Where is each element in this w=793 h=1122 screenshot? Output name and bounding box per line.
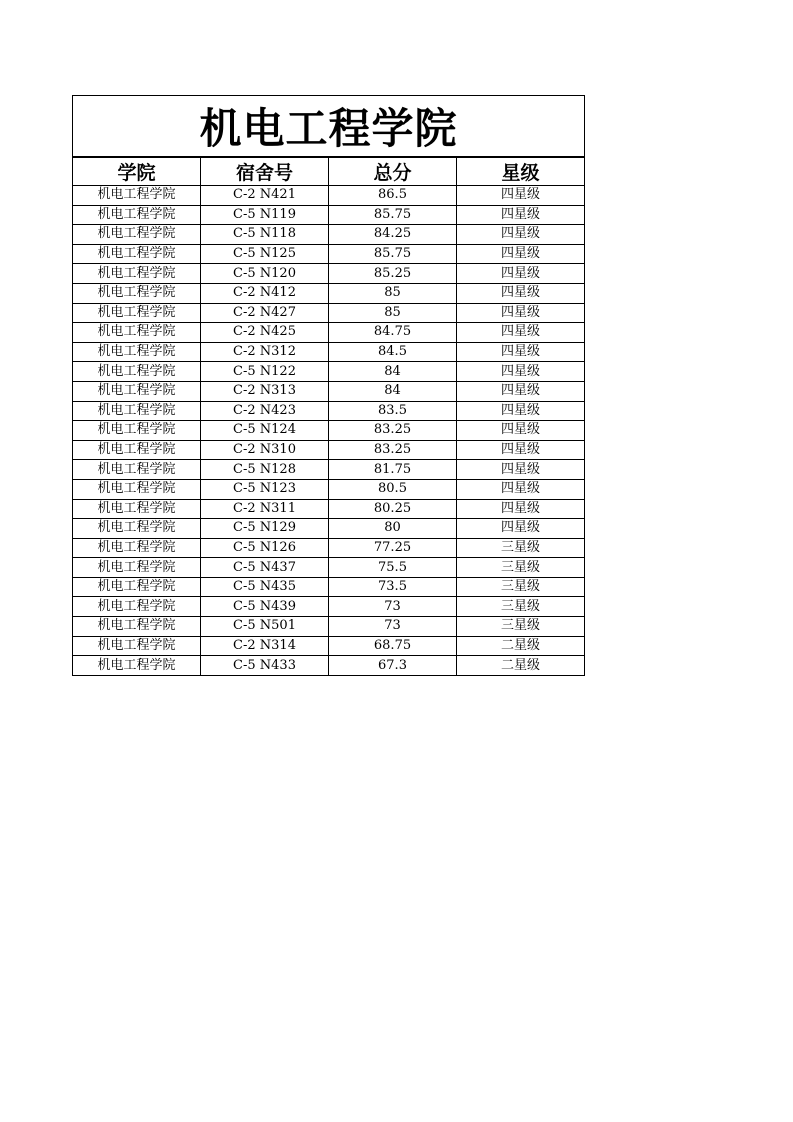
college-cell: 机电工程学院: [73, 283, 201, 303]
star-level-cell: 三星级: [457, 577, 585, 597]
table-row: [73, 303, 585, 323]
star-level-cell: 三星级: [457, 597, 585, 617]
table-row: [73, 558, 585, 578]
college-cell: 机电工程学院: [73, 440, 201, 460]
college-cell: 机电工程学院: [73, 460, 201, 480]
table-row: [73, 323, 585, 343]
star-level-cell: 四星级: [457, 362, 585, 382]
table-row: [73, 225, 585, 245]
college-cell: 机电工程学院: [73, 558, 201, 578]
table-row: [73, 656, 585, 676]
college-cell: 机电工程学院: [73, 519, 201, 539]
dorm-number-cell: C-5 N123: [201, 479, 329, 499]
total-score-cell: 81.75: [329, 460, 457, 480]
college-cell: 机电工程学院: [73, 342, 201, 362]
total-score-cell: 84.5: [329, 342, 457, 362]
total-score-cell: 67.3: [329, 656, 457, 676]
table-row: [73, 186, 585, 206]
star-level-cell: 二星级: [457, 656, 585, 676]
total-score-cell: 85.75: [329, 244, 457, 264]
table-row: [73, 499, 585, 519]
table-row: [73, 597, 585, 617]
table-row: [73, 362, 585, 382]
total-score-cell: 83.25: [329, 440, 457, 460]
star-level-cell: 四星级: [457, 186, 585, 206]
star-level-cell: 三星级: [457, 538, 585, 558]
dorm-number-cell: C-5 N124: [201, 421, 329, 441]
dorm-number-cell: C-2 N427: [201, 303, 329, 323]
dorm-number-cell: C-2 N310: [201, 440, 329, 460]
total-score-cell: 68.75: [329, 636, 457, 656]
dorm-number-cell: C-2 N312: [201, 342, 329, 362]
total-score-cell: 77.25: [329, 538, 457, 558]
college-cell: 机电工程学院: [73, 323, 201, 343]
star-level-cell: 四星级: [457, 401, 585, 421]
dorm-number-cell: C-5 N129: [201, 519, 329, 539]
total-score-cell: 84: [329, 362, 457, 382]
star-level-cell: 四星级: [457, 460, 585, 480]
college-cell: 机电工程学院: [73, 421, 201, 441]
total-score-cell: 84: [329, 381, 457, 401]
star-level-cell: 四星级: [457, 519, 585, 539]
dormitory-score-table: [72, 95, 585, 676]
star-level-cell: 四星级: [457, 205, 585, 225]
table-row: [73, 421, 585, 441]
column-header-dorm-number: 宿舍号: [201, 157, 329, 186]
dorm-number-cell: C-5 N439: [201, 597, 329, 617]
dorm-number-cell: C-5 N435: [201, 577, 329, 597]
dorm-number-cell: C-5 N501: [201, 617, 329, 637]
table-row: [73, 440, 585, 460]
dorm-number-cell: C-2 N421: [201, 186, 329, 206]
table-row: [73, 264, 585, 284]
college-cell: 机电工程学院: [73, 362, 201, 382]
star-level-cell: 四星级: [457, 421, 585, 441]
star-level-cell: 四星级: [457, 283, 585, 303]
dorm-number-cell: C-2 N311: [201, 499, 329, 519]
college-cell: 机电工程学院: [73, 597, 201, 617]
college-cell: 机电工程学院: [73, 225, 201, 245]
college-cell: 机电工程学院: [73, 401, 201, 421]
column-header-star-level: 星级: [457, 157, 585, 186]
star-level-cell: 四星级: [457, 499, 585, 519]
total-score-cell: 73.5: [329, 577, 457, 597]
table-row: [73, 283, 585, 303]
star-level-cell: 四星级: [457, 342, 585, 362]
college-cell: 机电工程学院: [73, 303, 201, 323]
dorm-number-cell: C-5 N433: [201, 656, 329, 676]
dorm-number-cell: C-5 N125: [201, 244, 329, 264]
score-sheet: [72, 95, 584, 676]
dorm-number-cell: C-5 N120: [201, 264, 329, 284]
table-body: [73, 186, 585, 676]
total-score-cell: 85.75: [329, 205, 457, 225]
star-level-cell: 二星级: [457, 636, 585, 656]
star-level-cell: 四星级: [457, 440, 585, 460]
star-level-cell: 四星级: [457, 479, 585, 499]
total-score-cell: 86.5: [329, 186, 457, 206]
star-level-cell: 四星级: [457, 323, 585, 343]
dorm-number-cell: C-2 N412: [201, 283, 329, 303]
dorm-number-cell: C-2 N314: [201, 636, 329, 656]
college-cell: 机电工程学院: [73, 656, 201, 676]
college-cell: 机电工程学院: [73, 479, 201, 499]
total-score-cell: 80.25: [329, 499, 457, 519]
dorm-number-cell: C-5 N126: [201, 538, 329, 558]
table-row: [73, 401, 585, 421]
column-header-total-score: 总分: [329, 157, 457, 186]
table-row: [73, 519, 585, 539]
college-cell: 机电工程学院: [73, 244, 201, 264]
table-row: [73, 636, 585, 656]
header-row: [73, 157, 585, 186]
dorm-number-cell: C-5 N118: [201, 225, 329, 245]
dorm-number-cell: C-2 N313: [201, 381, 329, 401]
total-score-cell: 84.75: [329, 323, 457, 343]
table-row: [73, 381, 585, 401]
star-level-cell: 四星级: [457, 264, 585, 284]
total-score-cell: 84.25: [329, 225, 457, 245]
column-header-college: 学院: [73, 157, 201, 186]
table-row: [73, 479, 585, 499]
total-score-cell: 85: [329, 303, 457, 323]
total-score-cell: 83.25: [329, 421, 457, 441]
dorm-number-cell: C-5 N437: [201, 558, 329, 578]
dorm-number-cell: C-5 N128: [201, 460, 329, 480]
table-row: [73, 205, 585, 225]
total-score-cell: 73: [329, 597, 457, 617]
dorm-number-cell: C-5 N119: [201, 205, 329, 225]
star-level-cell: 四星级: [457, 244, 585, 264]
table-row: [73, 244, 585, 264]
table-row: [73, 538, 585, 558]
college-cell: 机电工程学院: [73, 538, 201, 558]
total-score-cell: 75.5: [329, 558, 457, 578]
star-level-cell: 四星级: [457, 381, 585, 401]
sheet-title: 机电工程学院: [73, 96, 585, 158]
total-score-cell: 85: [329, 283, 457, 303]
title-row: [73, 96, 585, 158]
table-row: [73, 617, 585, 637]
total-score-cell: 73: [329, 617, 457, 637]
star-level-cell: 四星级: [457, 303, 585, 323]
table-row: [73, 342, 585, 362]
college-cell: 机电工程学院: [73, 617, 201, 637]
college-cell: 机电工程学院: [73, 205, 201, 225]
dorm-number-cell: C-2 N425: [201, 323, 329, 343]
total-score-cell: 85.25: [329, 264, 457, 284]
dorm-number-cell: C-5 N122: [201, 362, 329, 382]
total-score-cell: 80: [329, 519, 457, 539]
star-level-cell: 四星级: [457, 225, 585, 245]
college-cell: 机电工程学院: [73, 186, 201, 206]
table-row: [73, 460, 585, 480]
total-score-cell: 83.5: [329, 401, 457, 421]
college-cell: 机电工程学院: [73, 499, 201, 519]
total-score-cell: 80.5: [329, 479, 457, 499]
college-cell: 机电工程学院: [73, 381, 201, 401]
star-level-cell: 三星级: [457, 617, 585, 637]
college-cell: 机电工程学院: [73, 636, 201, 656]
dorm-number-cell: C-2 N423: [201, 401, 329, 421]
star-level-cell: 三星级: [457, 558, 585, 578]
college-cell: 机电工程学院: [73, 577, 201, 597]
college-cell: 机电工程学院: [73, 264, 201, 284]
table-row: [73, 577, 585, 597]
